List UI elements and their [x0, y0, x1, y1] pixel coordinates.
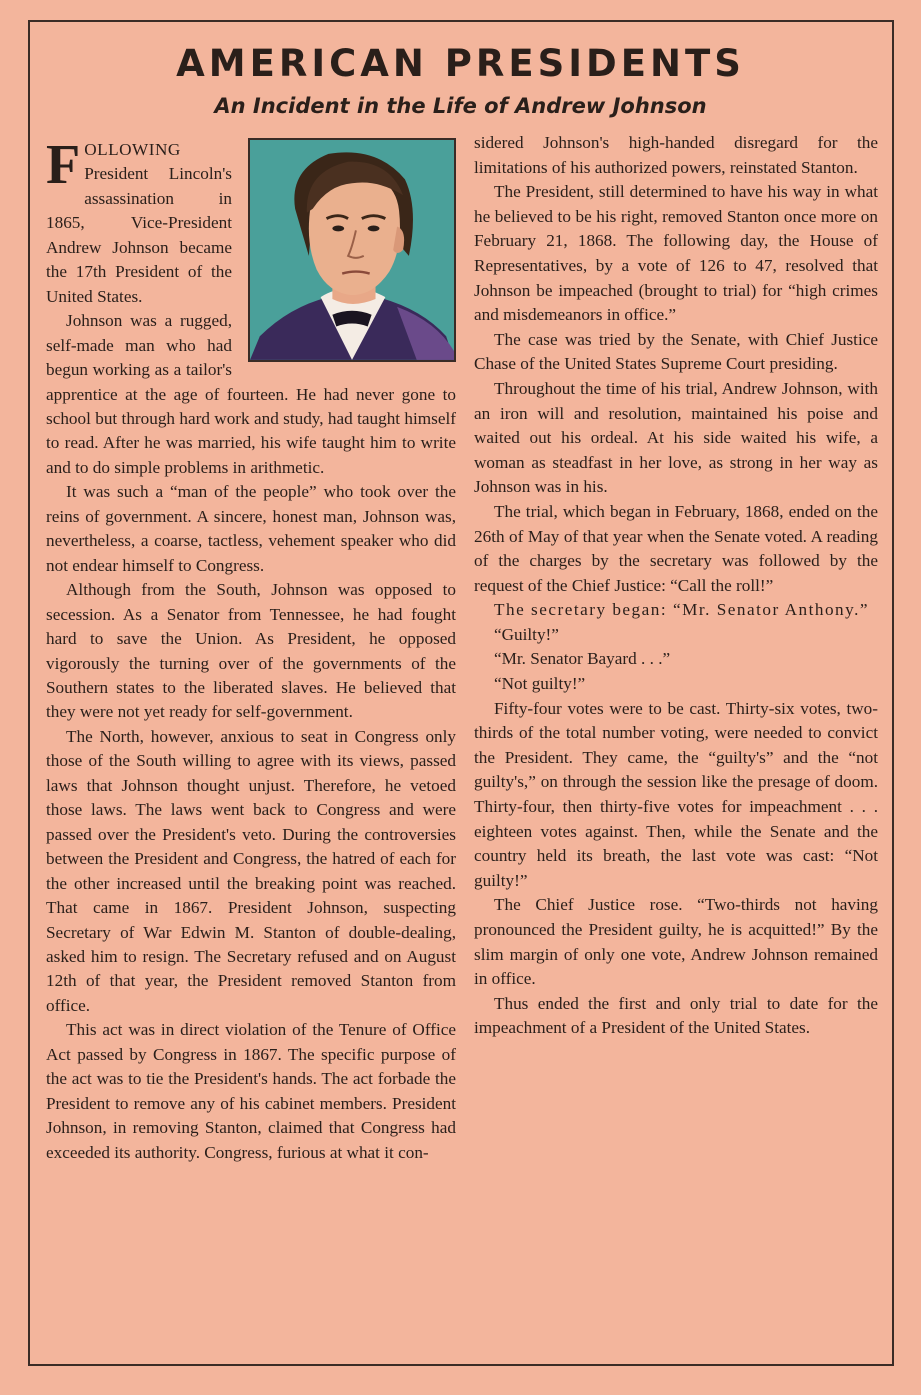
paragraph-10: Throughout the time of his trial, Andrew Johnson, with an iron will and resolution, maintained his poise and waited out his ordeal. At his side waited his wife, a woman as steadfast in her love, as strong in her way as Johnson was in his. [474, 378, 878, 497]
paragraph-1-text: President Lincoln's assassination in 1865, Vice-President Andrew Johnson became the 17th President of the United States. [46, 164, 232, 306]
paragraph-15: Thus ended the first and only trial to date for the impeachment of a President of the United States. [474, 993, 878, 1038]
paragraph-8: The President, still determined to have his way in what he believed to be his right, removed Stanton once more on February 21, 1868. The following day, the House of Representatives, by a vote of 126 to 47, resolved that Johnson be impeached (brought to trial) for “high crimes and misdemeanors in office.” [474, 182, 878, 325]
paragraph-2: Johnson was a rugged, self-made man who had begun working as a tailor's apprentice at the age of fourteen. He had never gone to school but through hard work and study, had taught himself to read. After he was married, his wife taught him to write and to do simple problems in arithmetic. [46, 311, 456, 477]
paragraph-3: It was such a “man of the people” who took over the reins of government. A sincere, honest man, Johnson was, nevertheless, a coarse, tactless, vehement speaker who did not endear himself to Congress. [46, 482, 456, 575]
quote-guilty: “Guilty!” [494, 624, 559, 644]
lead-word: OLLOWING [84, 140, 181, 159]
paragraph-13: Fifty-four votes were to be cast. Thirty-six votes, two-thirds of the total number voting, were needed to convict the President. They came, the “guilty's” and the “not guilty's,” on through the session like the presage of doom. Thirty-four, then thirty-five votes for impeachment . . . eighteen votes against. Then, while the Senate and the country held its breath, the last vote was cast: “Not guilty!” [474, 698, 878, 890]
drop-cap: F [46, 134, 81, 196]
paragraph-9: The case was tried by the Senate, with Chief Justice Chase of the United States Supreme Court presiding. [474, 329, 878, 374]
page-subtitle: An Incident in the Life of Andrew Johnson [214, 94, 707, 118]
quote-senator-bayard: “Mr. Senator Bayard . . .” [494, 649, 671, 669]
paragraph-5: The North, however, anxious to seat in Congress only those of the South willing to agree with its views, passed laws that Johnson thought unjust. Therefore, he vetoed those laws. The laws went back to Congress and were passed over the President's veto. During the controversies between the President and Congress, the hatred of each for the other increased until the breaking point was reached. That came in 1867. President Johnson, suspecting Secretary of War Edwin M. Stanton of double-dealing, asked him to resign. The Secretary refused and on August 12th of that year, the President removed Stanton from office. [46, 726, 456, 1015]
left-column [46, 134, 456, 1165]
page-title: AMERICAN PRESIDENTS [176, 42, 745, 85]
paragraph-7: sidered Johnson's high-handed disregard for the limitations of his authorized powers, reinstated Stanton. [474, 133, 878, 177]
paragraph-6: This act was in direct violation of the Tenure of Office Act passed by Congress in 1867. The specific purpose of the act was to tie the President's hands. The act forbade the President to remove any of his cabinet members. President Johnson, in removing Stanton, claimed that Congress had exceeded its authority. Congress, furious at what it con- [46, 1020, 456, 1162]
paragraph-14: The Chief Justice rose. “Two-thirds not having pronounced the President guilty, he is acquitted!” By the slim margin of only one vote, Andrew Johnson remained in office. [474, 895, 878, 989]
paragraph-11: The trial, which began in February, 1868, ended on the 26th of May of that year when the Senate voted. A reading of the charges by the secretary was followed by the request of the Chief Justice: “Call the roll!” [474, 501, 878, 595]
paragraph-12: The secretary began: “Mr. Senator Anthony.” [494, 600, 870, 620]
paragraph-4: Although from the South, Johnson was opposed to secession. As a Senator from Tennessee, he had fought hard to save the Union. As President, he opposed vigorously the turning over of the governments of the Southern states to the liberated slaves. He believed that they were not yet ready for self-government. [46, 580, 456, 722]
andrew-johnson-portrait [250, 140, 454, 360]
right-column [474, 131, 878, 1041]
portrait-image [248, 138, 456, 362]
quote-not-guilty: “Not guilty!” [494, 674, 586, 694]
